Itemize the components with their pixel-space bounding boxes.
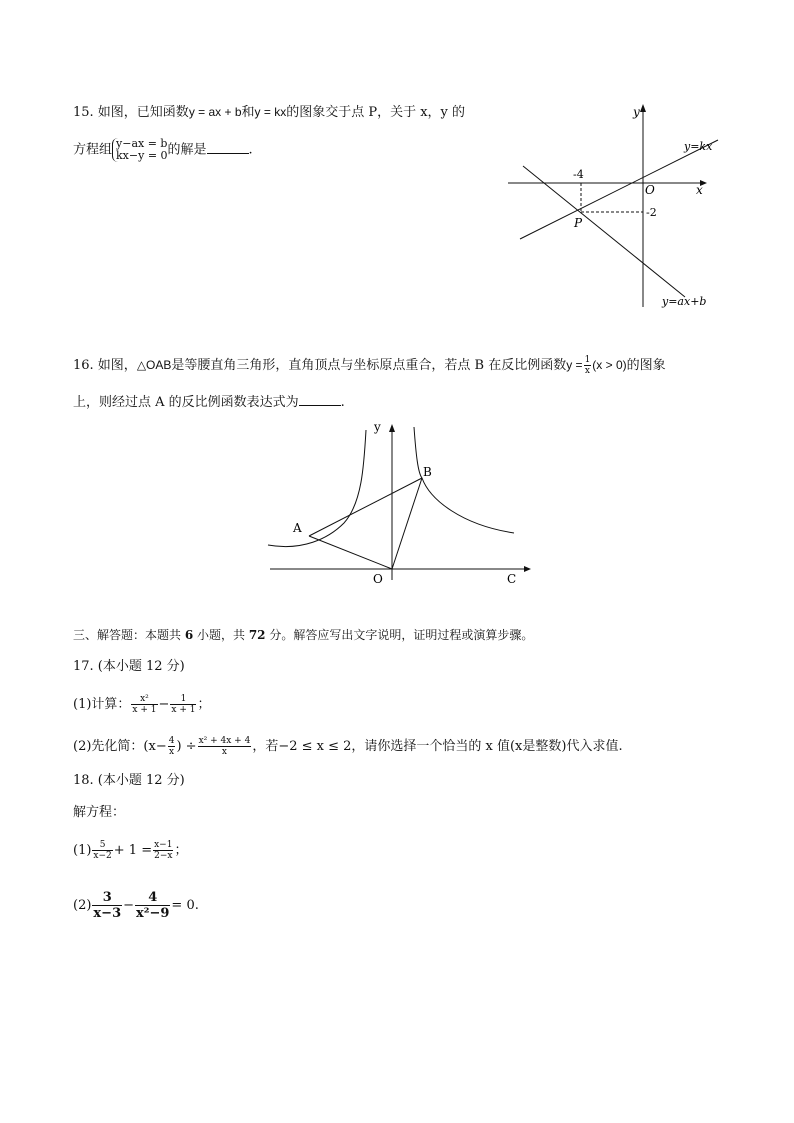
fraction: $\frac{4}{\text{x²−9}}$ [136,890,170,921]
fraction: $\frac{\text{x² + 4x + 4}}{x}$ [198,736,251,757]
q18-intro: 解方程： [73,805,126,820]
q17-part1: (1)计算： $\frac{\text{x²}}{x + 1}$ − $\frac{1}{x + 1}$ ； [73,694,211,715]
x-axis-label: x [696,183,703,197]
q15-line2: 方程组 y−ax = b kx−y = 0 的解是 . [73,137,253,162]
y-axis-label: y [633,105,640,119]
point-p-label: P [574,216,583,230]
q17-title: 17. (本小题 12 分) [73,659,185,674]
fraction: $\frac{3}{x-3}$ [93,890,122,921]
q18-part1: (1) $\frac{5}{x-2}$ + 1 = $\frac{x-1}{2-x}$ ； [73,840,188,861]
fraction: $\frac{1}{x + 1}$ [171,694,196,715]
y-axis-label: y [374,420,381,434]
q15-line1: 15. 如图，已知函数y = ax + b和y = kx的图象交于点 P，关于 x，y 的 [73,105,466,120]
q18-part2: (2) $\frac{3}{x-3}$ − $\frac{4}{\text{x²−9}}$ = 0. [73,890,199,921]
q18-title: 18. (本小题 12 分) [73,773,185,788]
fraction: $\frac{4}{x}$ [168,736,175,757]
origin-label: O [645,183,655,197]
q16-line2: 上，则经过点 A 的反比例函数表达式为 . [73,395,345,410]
fraction: $\frac{\text{x²}}{x + 1}$ [132,694,157,715]
func-fraction: $\frac{1}{x}$ [584,355,591,376]
point-b-label: B [423,465,432,479]
line-kx-label: y=kx [684,140,713,153]
origin-label: O [373,572,383,586]
section-heading: 三、解答题：本题共 6 小题，共 72 分。解答应写出文字说明，证明过程或演算步骤。 [73,628,534,642]
answer-blank [299,393,341,406]
q16-graph [262,415,542,590]
q16-line1: 16. 如图，△OAB是等腰直角三角形，直角顶点与坐标原点重合，若点 B 在反比例函数y = $\frac{1}{x}$ (x > 0)的图象 [73,355,666,376]
answer-blank [207,141,249,154]
tick-y-label: -2 [646,206,657,219]
point-c-label: C [507,572,517,586]
fraction: $\frac{x-1}{2-x}$ [154,840,173,861]
point-a-label: A [293,521,302,535]
equation-system: y−ax = b kx−y = 0 [112,138,168,162]
tick-x-label: -4 [573,168,584,181]
q17-part2: (2)先化简：(x− $\frac{4}{x}$ ) ÷ $\frac{\text{x² + 4x + 4}}{x}$ ，若−2 ≤ x ≤ 2，请你选择一个恰当的 x 值(x是整数)代入求值. [73,736,623,757]
q15-graph [500,100,730,315]
fraction: $\frac{5}{x-2}$ [93,840,112,861]
line-axb-label: y=ax+b [662,295,707,308]
